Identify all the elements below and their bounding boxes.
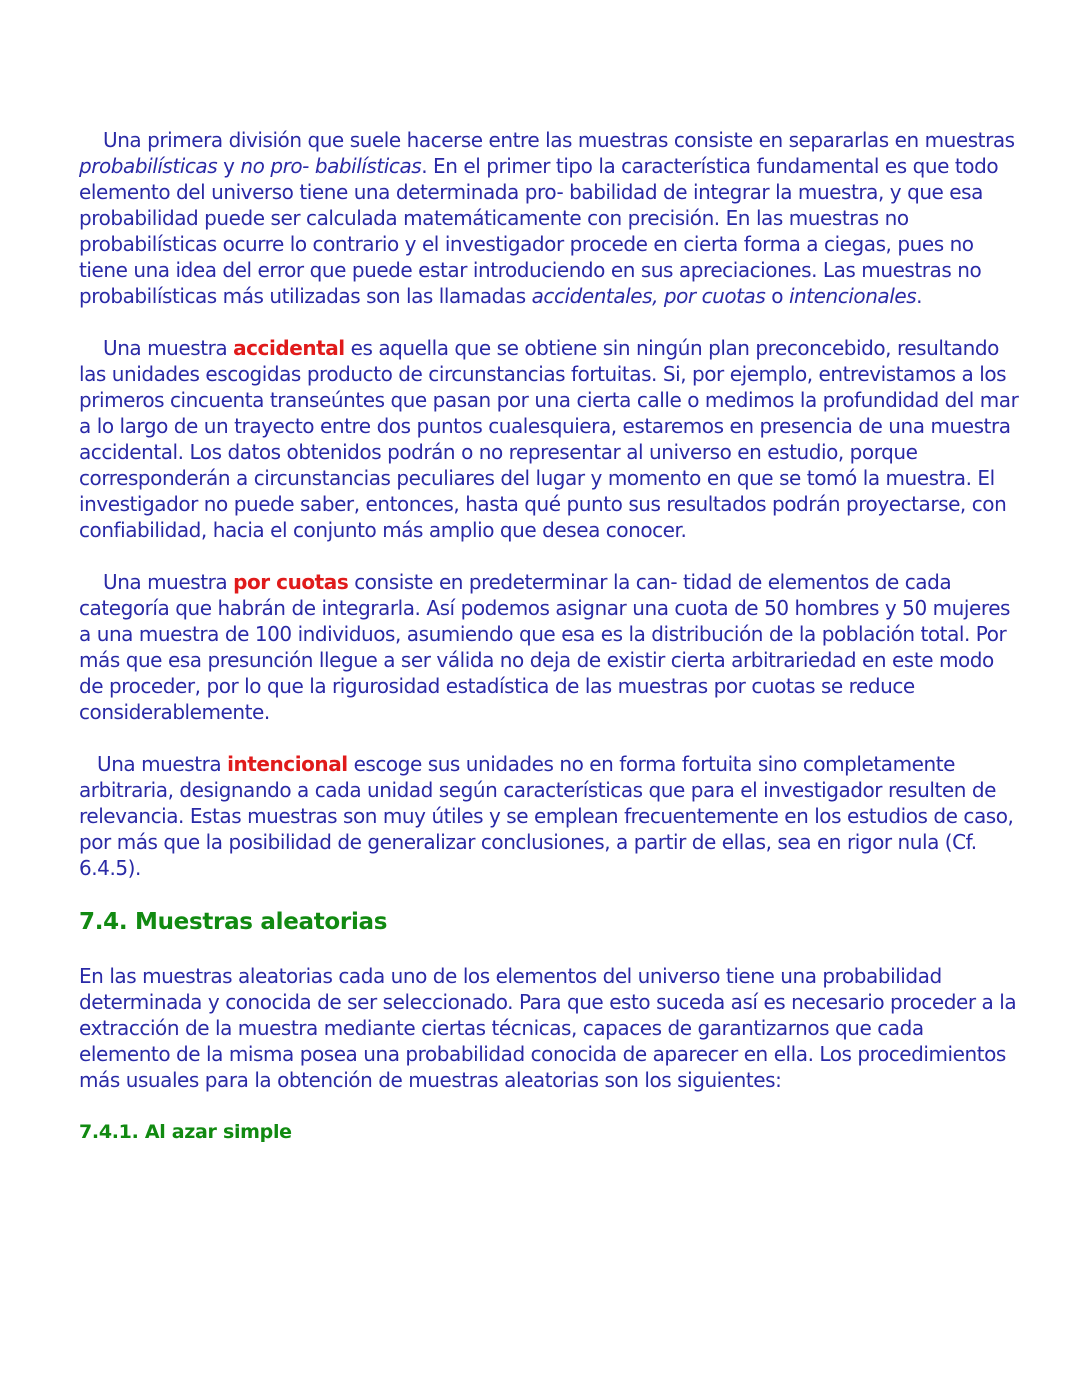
document-page bbox=[79, 127, 1019, 1145]
highlight-por-cuotas: por cuotas bbox=[233, 570, 349, 594]
paragraph-aleatorias: En las muestras aleatorias cada uno de los elementos del universo tiene una probabilidad determinada y conocida de ser seleccionado. Para que esto suceda así es necesario proceder a la extracción de la muestra mediante ciertas técnicas, capaces de garantizarnos que cada elemento de la misma posea una probabilidad conocida de aparecer en ella. Los procedimientos más usuales para la obtención de muestras aleatorias son los siguientes: bbox=[79, 964, 1017, 1092]
term-accidentales: accidentales bbox=[531, 284, 653, 308]
term-probabilisticas: probabilísticas bbox=[79, 154, 218, 178]
term-por-cuotas: por cuotas bbox=[663, 284, 766, 308]
term-intencionales: intencionales bbox=[788, 284, 917, 308]
subsection-heading: 7.4.1. Al azar simple bbox=[79, 1121, 292, 1143]
paragraph-sample-types: Una primera división que suele hacerse entre las muestras consiste en separarlas en muestras probabilísticas y no pro- babilísticas. En el primer tipo la característica fundamental es que todo elemento del universo tiene una determinada pro- babilidad de integrar la muestra, y que esa probabilidad puede ser calculada matemáticamente con precisión. En las muestras no probabilísticas ocurre lo contrario y el investigador procede en cierta forma a ciegas, pues no tiene una idea del error que puede estar introduciendo en sus apreciaciones. Las muestras no probabilísticas más utilizadas son las llamadas accidentales, por cuotas o intencionales. bbox=[79, 128, 1015, 308]
paragraph-intencional: Una muestra intencional escoge sus unidades no en forma fortuita sino completamente arbitraria, designando a cada unidad según características que para el investigador resulten de relevancia. Estas muestras son muy útiles y se emplean frecuentemente en los estudios de caso, por más que la posibilidad de generalizar conclusiones, a partir de ellas, sea en rigor nula (Cf. 6.4.5). bbox=[79, 752, 1014, 880]
paragraph-accidental: Una muestra accidental es aquella que se obtiene sin ningún plan preconcebido, resultando las unidades escogidas producto de circunstancias fortuitas. Si, por ejemplo, entrevistamos a los primeros cincuenta transeúntes que pasan por una cierta calle o medimos la profundidad del mar a lo largo de un trayecto entre dos puntos cualesquiera, estaremos en presencia de una muestra accidental. Los datos obtenidos podrán o no representar al universo en estudio, porque corresponderán a circunstancias peculiares del lugar y momento en que se tomó la muestra. El investigador no puede saber, entonces, hasta qué punto sus resultados podrán proyectarse, con confiabilidad, hacia el conjunto más amplio que desea conocer. bbox=[79, 336, 1019, 542]
highlight-accidental: accidental bbox=[233, 336, 345, 360]
section-heading: 7.4. Muestras aleatorias bbox=[79, 909, 388, 935]
term-no-probabilisticas: no pro- babilísticas bbox=[240, 154, 422, 178]
highlight-intencional: intencional bbox=[227, 752, 348, 776]
paragraph-por-cuotas: Una muestra por cuotas consiste en predeterminar la can- tidad de elementos de cada categoría que habrán de integrarla. Así podemos asignar una cuota de 50 hombres y 50 mujeres a una muestra de 100 individuos, asumiendo que esa es la distribución de la población total. Por más que esa presunción llegue a ser válida no deja de existir cierta arbitrariedad en este modo de proceder, por lo que la rigurosidad estadística de las muestras por cuotas se reduce considerablemente. bbox=[79, 570, 1011, 724]
